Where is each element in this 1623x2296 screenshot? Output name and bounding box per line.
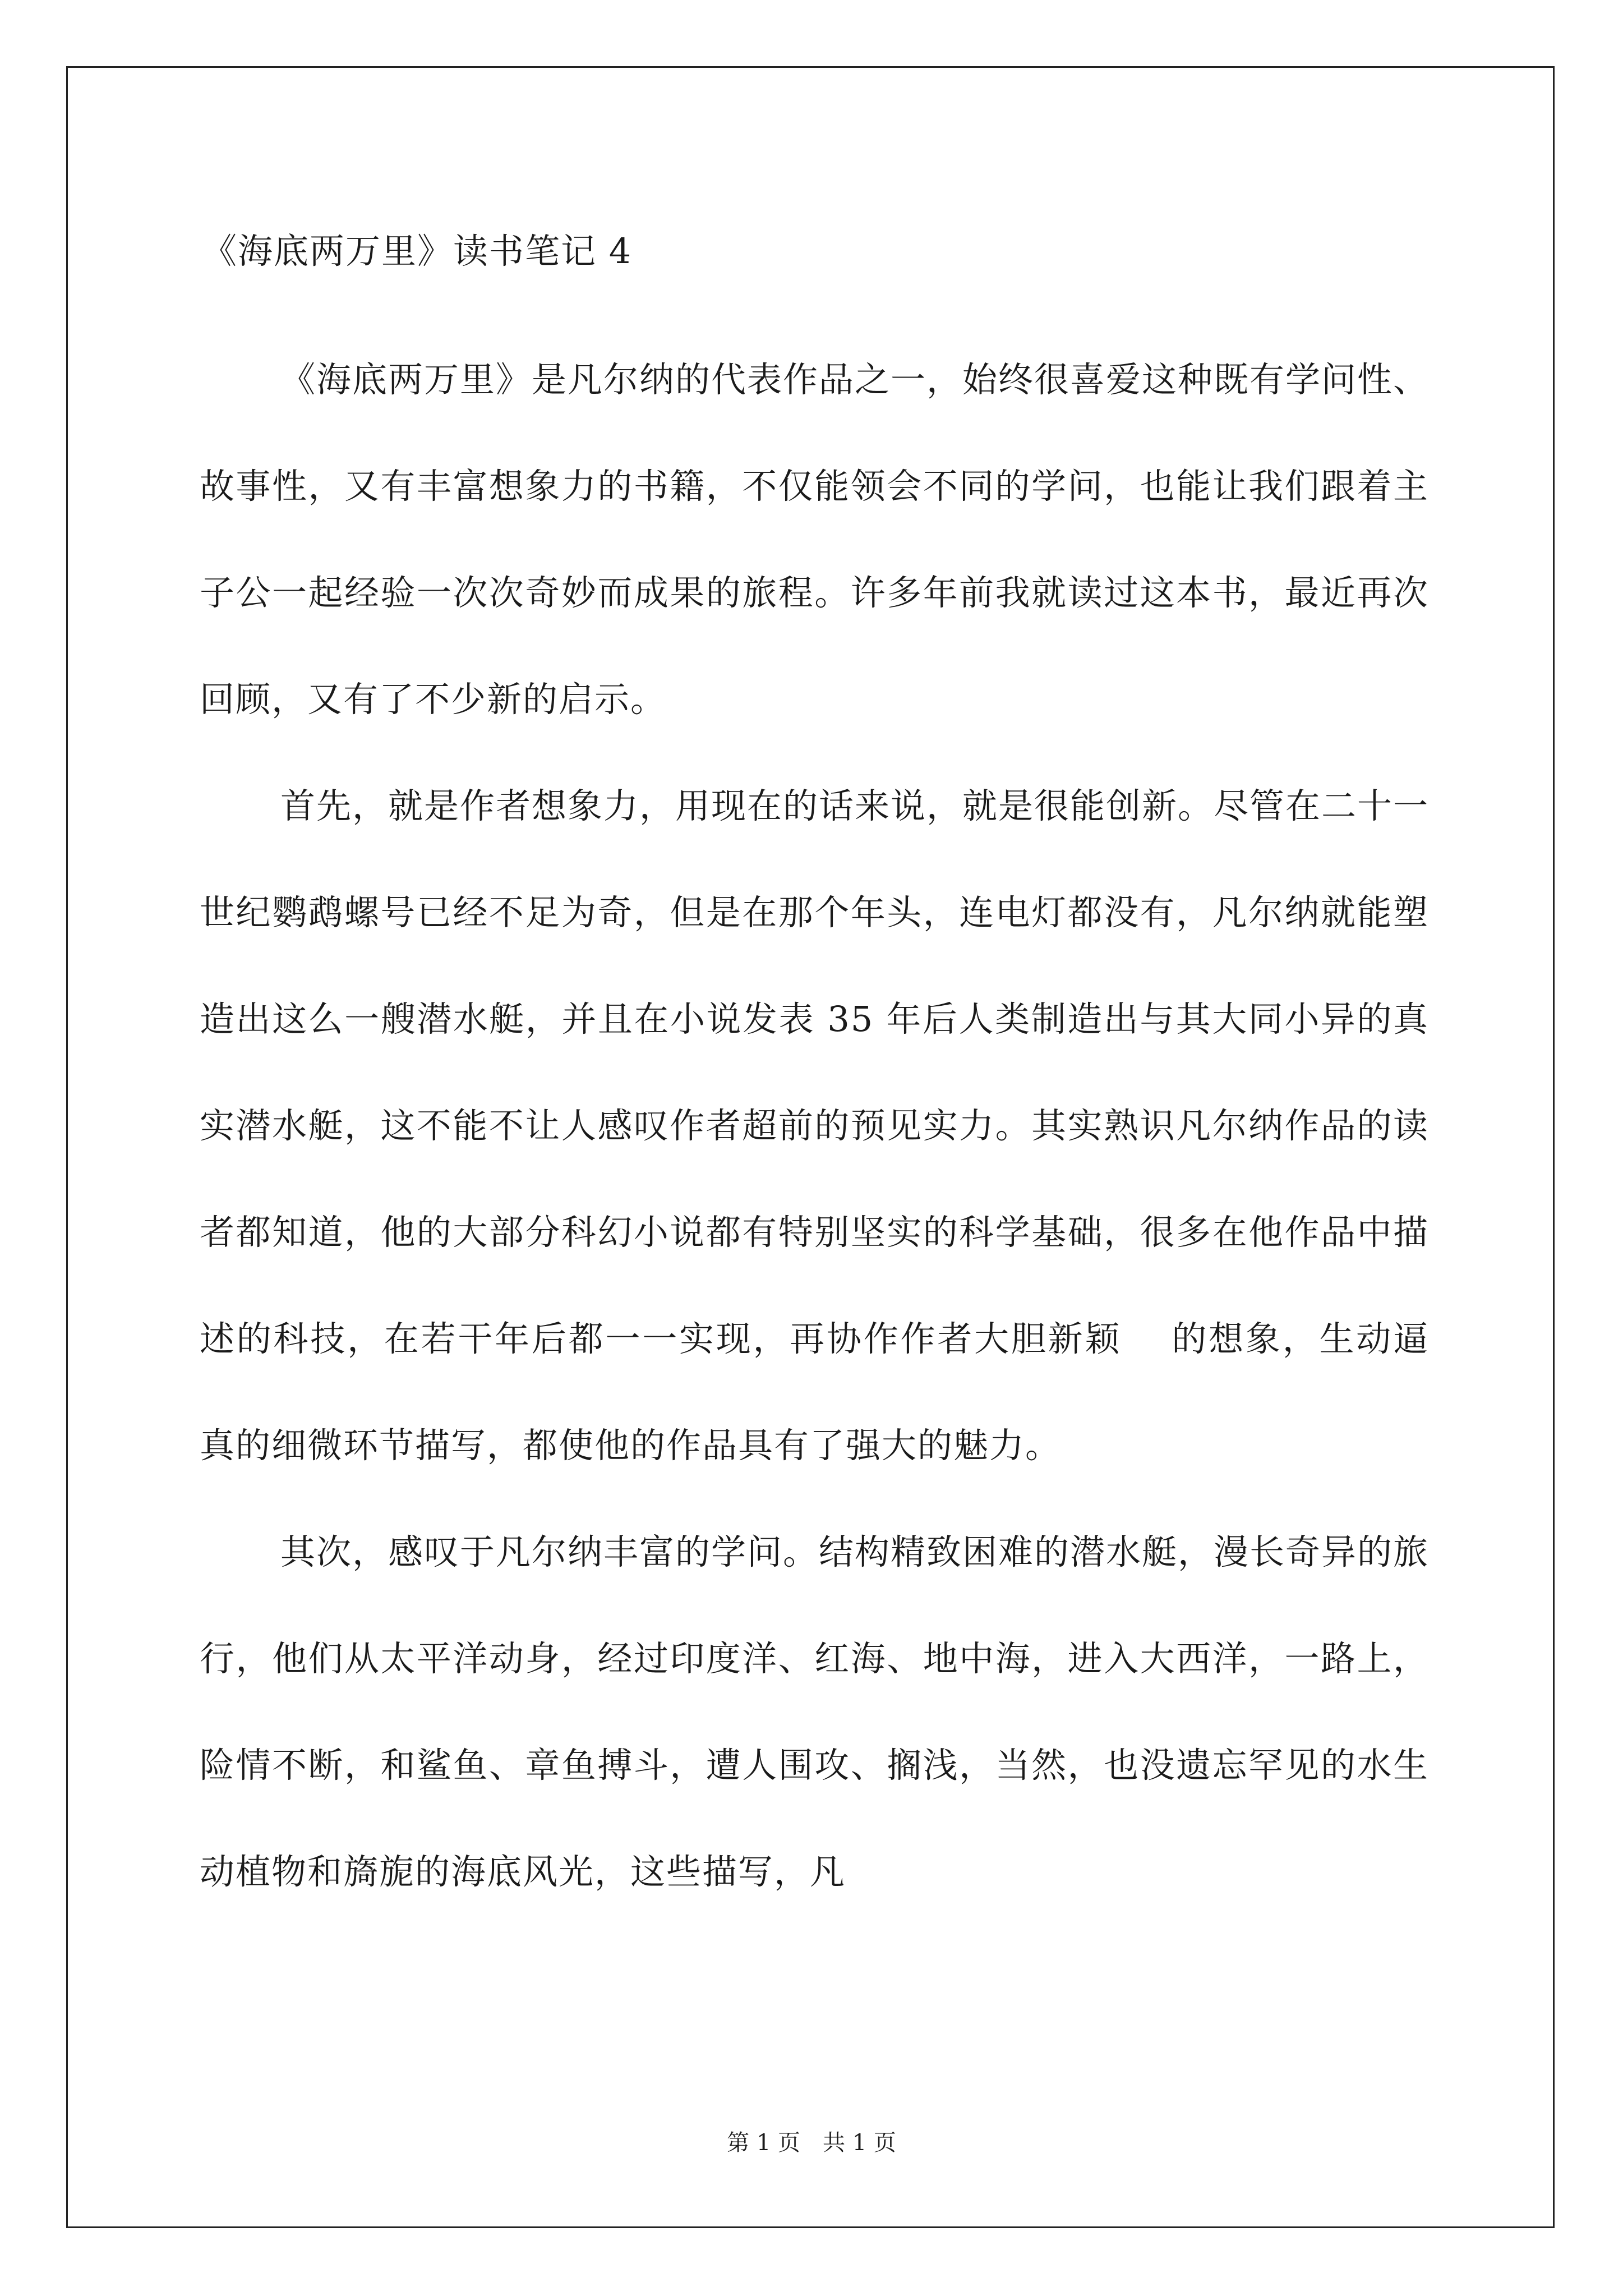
paragraph-3: 其次，感叹于凡尔纳丰富的学问。结构精致困难的潜水艇，漫长奇异的旅行，他们从太平洋动身，经过印度洋、红海、地中海，进入大西洋，一路上，险情不断，和鲨鱼、章鱼搏斗，遭人围攻、搁浅，当然，也没遗忘罕见的水生动植物和旖旎的海底风光，这些描写，凡	[200, 1531, 1430, 1892]
document-body	[200, 326, 1429, 1925]
document-title: 《海底两万里》读书笔记 4	[202, 231, 633, 272]
paragraph-1: 《海底两万里》是凡尔纳的代表作品之一，始终很喜爱这种既有学问性、故事性，又有丰富想象力的书籍，不仅能领会不同的学问，也能让我们跟着主子公一起经验一次次奇妙而成果的旅程。许多年前我就读过这本书，最近再次回顾，又有了不少新的启示。	[200, 359, 1430, 720]
paragraph-2: 首先，就是作者想象力，用现在的话来说，就是很能创新。尽管在二十一世纪鹦鹉螺号已经不足为奇，但是在那个年头，连电灯都没有，凡尔纳就能塑造出这么一艘潜水艇，并且在小说发表 35 年后人类制造出与其大同小异的真实潜水艇，这不能不让人感叹作者超前的预见实力。其实熟识凡尔纳作品的读者都知道，他的大部分科幻小说都有特别坚实的科学基础，很多在他作品中描述的科技，在若干年后都一一实现，再协作作者大胆新颖 的想象，生动逼真的细微环节描写，都使他的作品具有了强大的魅力。	[200, 785, 1430, 1466]
page-number-footer: 第 1 页 共 1 页	[727, 2130, 896, 2156]
